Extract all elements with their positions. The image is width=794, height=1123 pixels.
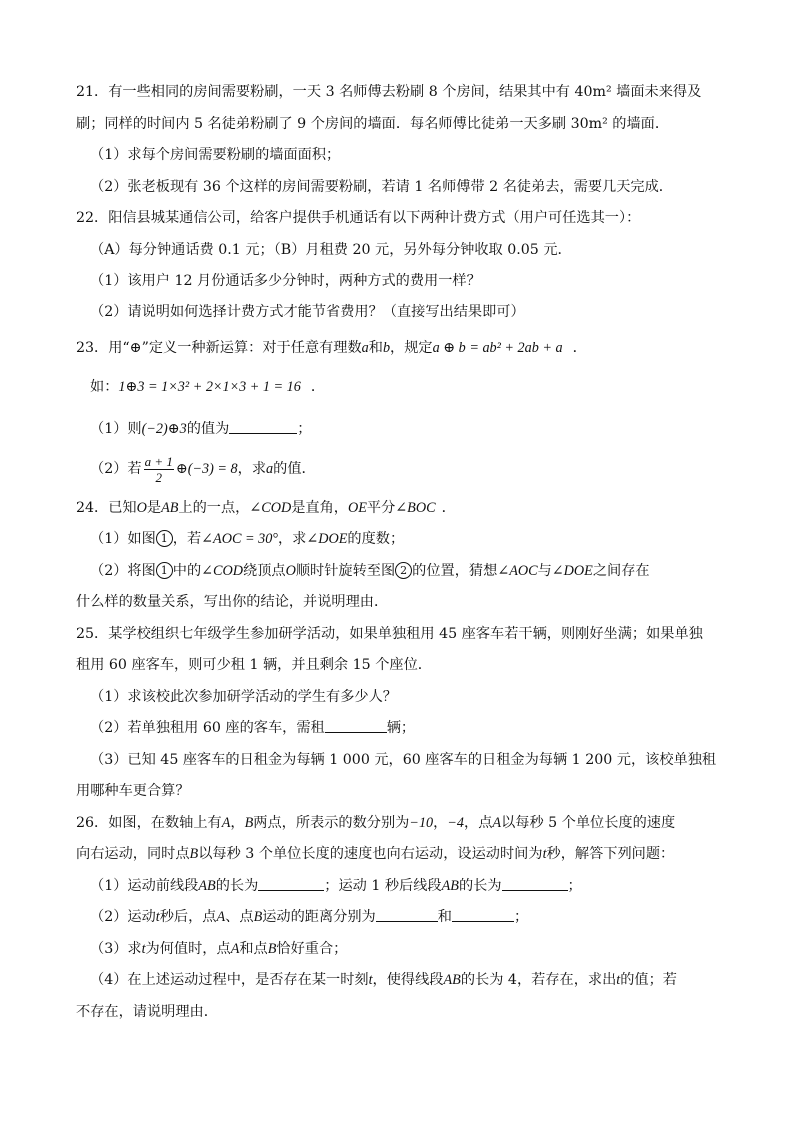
q23-example-label: 如：	[90, 379, 119, 395]
q26-part-4	[90, 970, 677, 990]
q26-p2-text-e: 和	[437, 909, 452, 925]
q23-p2-numerator: a + 1	[144, 453, 173, 469]
q26-p2-var-t: t	[155, 909, 160, 925]
q24-p1-text-b: ，若	[172, 531, 202, 547]
q26-p1-text-a: （1）运动前线段	[90, 878, 199, 894]
q24-p2-point-o: O	[285, 563, 296, 579]
q24-line-1	[76, 498, 456, 518]
q26-p3-point-a: A	[230, 941, 240, 957]
q25-part-3-line-2: 用哪种车更合算？	[76, 783, 190, 799]
q23-example	[90, 377, 325, 397]
q26-p2-point-a: A	[216, 909, 226, 925]
figure-1-marker: 1	[156, 562, 173, 579]
q26-p1-segment-ab: AB	[441, 878, 459, 894]
q24-part-1	[90, 529, 404, 549]
q23-p2-text-b: ，求	[237, 461, 267, 477]
q24-p2-text-b: 中的	[172, 563, 202, 579]
q26-l2-text-a: 向右运动，同时点	[76, 846, 190, 862]
q26-l2-text-b: 以每秒 3 个单位长度的速度也向右运动，设运动时间为	[198, 846, 543, 862]
q24-point-o: O	[136, 500, 147, 516]
q23-p2-denominator: 2	[155, 469, 162, 485]
q24-p1-angle-doe: ∠DOE	[306, 531, 348, 547]
q26-value-a: −10	[409, 815, 434, 831]
q24-p2-angle-doe: ∠DOE	[551, 563, 593, 579]
q24-p2-angle-cod: ∠COD	[201, 563, 244, 579]
q24-ray-oe: OE	[347, 500, 367, 516]
q26-p1-answer-blank-1[interactable]	[258, 876, 324, 891]
q26-text-e: ，点	[464, 815, 493, 831]
q24-p2-text-c: 绕顶点	[243, 563, 286, 579]
q23-p2-end: 的值．	[273, 461, 316, 477]
q26-p2-end: ；	[513, 909, 529, 925]
q23-p2-fraction	[144, 454, 174, 485]
q26-point-a: A	[221, 815, 231, 831]
q26-p1-text-b: 的长为	[215, 878, 259, 894]
q26-text-c: 两点，所表示的数分别为	[253, 815, 410, 831]
q23-example-end: ．	[310, 379, 326, 395]
q23-text-a: 23．用“⊕”定义一种新运算：对于任意有理数	[76, 340, 362, 356]
q24-p2-angle-aoc: ∠AOC	[497, 563, 538, 579]
q24-p1-text-a: （1）如图	[90, 531, 156, 547]
q24-text-d: 是直角，	[291, 500, 348, 516]
q26-point-a: A	[492, 815, 502, 831]
q26-part-1	[90, 876, 582, 896]
q23-p1-text-a: （1）则	[90, 421, 142, 437]
q26-p4-text-d: 的值；若	[620, 972, 677, 988]
q26-text-a: 26．如图，在数轴上有	[76, 815, 222, 831]
q23-var-a: a	[361, 340, 369, 356]
q26-value-b: −4	[447, 815, 465, 831]
q22-part-2: （2）请说明如何选择计费方式才能节省费用？（直接写出结果即可）	[90, 304, 525, 320]
q24-part-2	[90, 561, 650, 581]
q21-line-1: 21．有一些相同的房间需要粉刷，一天 3 名师傅去粉刷 8 个房间，结果其中有 40m² 墙面未来得及	[76, 84, 702, 100]
q24-text-c: 上的一点，	[178, 500, 250, 516]
q24-p1-formula: ∠AOC = 30°	[201, 531, 278, 547]
q24-text-end: ．	[441, 500, 456, 516]
q26-p3-text-c: 和点	[239, 941, 268, 957]
q26-p4-text-c: 的长为 4，若存在，求出	[460, 972, 617, 988]
q26-p3-text-a: （3）求	[90, 941, 142, 957]
q25-p2-answer-blank[interactable]	[325, 718, 387, 733]
q26-p4-var-t: t	[368, 972, 373, 988]
q24-p2-text-f: 与	[537, 563, 552, 579]
q25-p2-end: 辆；	[386, 720, 416, 736]
q24-p1-text-c: ，求	[277, 531, 307, 547]
q26-p2-answer-blank-1[interactable]	[376, 907, 438, 922]
q26-part-4-line-2: 不存在，请说明理由．	[76, 1004, 218, 1020]
q26-p3-text-d: 恰好重合；	[276, 941, 348, 957]
q26-p2-text-c: 、点	[225, 909, 254, 925]
q24-text-e: 平分	[366, 500, 396, 516]
q23-text-end: ．	[572, 340, 587, 356]
q26-p1-segment-ab: AB	[198, 878, 216, 894]
q26-line-1	[76, 813, 675, 833]
q26-p4-text-a: （4）在上述运动过程中，是否存在某一时刻	[90, 972, 369, 988]
q26-p2-text-a: （2）运动	[90, 909, 156, 925]
q23-p1-answer-blank[interactable]	[229, 419, 297, 434]
q23-definition-formula: a ⊕ b = ab² + 2ab + a	[432, 340, 563, 356]
q26-p1-answer-blank-2[interactable]	[502, 876, 568, 891]
q26-p2-point-b: B	[253, 909, 263, 925]
q24-p2-text-g: 之间存在	[592, 563, 650, 579]
q24-angle-cod: ∠COD	[249, 500, 292, 516]
q24-p2-text-d: 顺时针旋转至图	[295, 563, 396, 579]
q25-line-1: 25．某学校组织七年级学生参加研学活动，如果单独租用 45 座客车若干辆，则刚好坐满；如果单独	[76, 626, 703, 642]
q24-line-ab: AB	[161, 500, 179, 516]
q25-part-2	[90, 718, 415, 738]
q24-angle-boc: ∠BOC	[395, 500, 436, 516]
q22-line-1: 22．阳信县城某通信公司，给客户提供手机通话有以下两种计费方式（用户可任选其一）：	[76, 210, 641, 226]
q24-text-a: 24．已知	[76, 500, 137, 516]
q24-p1-end: 的度数；	[347, 531, 405, 547]
q26-p1-end: ；	[567, 878, 582, 894]
q22-options: （A）每分钟通话费 0.1 元；（B）月租费 20 元，另外每分钟收取 0.05 元．	[90, 242, 572, 258]
q26-p1-text-c: ；运动 1 秒后线段	[324, 878, 442, 894]
q26-p4-var-t: t	[616, 972, 621, 988]
q25-part-3-line-1: （3）已知 45 座客车的日租金为每辆 1 000 元，60 座客车的日租金为每辆 1 200 元，该校单独租	[90, 752, 717, 768]
q23-line-1	[76, 338, 587, 358]
q23-p2-text-a: （2）若	[90, 461, 142, 477]
q26-part-3	[90, 939, 347, 959]
q23-text-b: 和	[368, 340, 383, 356]
q26-p4-text-b: ，使得线段	[372, 972, 444, 988]
figure-1-marker: 1	[156, 530, 173, 547]
q23-example-formula: 1⊕3 = 1×3² + 2×1×3 + 1 = 16	[118, 379, 301, 395]
q24-part-2-line-2: 什么样的数量关系，写出你的结论，并说明理由．	[76, 594, 389, 610]
q26-text-d: ，	[433, 815, 448, 831]
q23-var-b: b	[382, 340, 391, 356]
q26-l2-var-t: t	[542, 846, 547, 862]
q26-p1-text-d: 的长为	[458, 878, 502, 894]
q24-p2-text-e: 的位置，猜想	[412, 563, 498, 579]
q24-text-b: 是	[146, 500, 162, 516]
q26-line-2	[76, 844, 674, 864]
q23-text-c: ，规定	[390, 340, 433, 356]
figure-2-marker: 2	[395, 562, 412, 579]
q26-p3-var-t: t	[141, 941, 146, 957]
q21-part-2: （2）张老板现有 36 个这样的房间需要粉刷，若请 1 名师傅带 2 名徒弟去，需要几天完成．	[90, 179, 673, 195]
q22-part-1: （1）该用户 12 月份通话多少分钟时，两种方式的费用一样？	[90, 273, 481, 289]
q26-p3-text-b: 为何值时，点	[145, 941, 231, 957]
q26-text-f: 以每秒 5 个单位长度的速度	[501, 815, 676, 831]
q25-p2-text: （2）若单独租用 60 座的客车，需租	[90, 720, 325, 736]
q26-p4-segment-ab: AB	[443, 972, 461, 988]
q26-p2-text-d: 运动的距离分别为	[262, 909, 376, 925]
q25-part-1: （1）求该校此次参加研学活动的学生有多少人？	[90, 689, 397, 705]
q26-point-b: B	[244, 815, 254, 831]
q21-line-2: 刷；同样的时间内 5 名徒弟粉刷了 9 个房间的墙面．每名师傅比徒弟一天多刷 30m² 的墙面．	[76, 116, 670, 132]
q26-p2-answer-blank-2[interactable]	[452, 907, 514, 922]
q23-part-1	[90, 419, 311, 439]
q26-l2-text-c: 秒，解答下列问题：	[546, 846, 675, 862]
q24-p2-text-a: （2）将图	[90, 563, 156, 579]
q23-p2-formula: ⊕(−3) = 8	[175, 461, 238, 477]
q23-part-2	[90, 452, 316, 486]
q26-l2-point-b: B	[189, 846, 199, 862]
q23-p1-text-b: 的值为	[186, 421, 230, 437]
q26-p3-point-b: B	[267, 941, 277, 957]
q23-p1-formula: (−2)⊕3	[141, 421, 187, 437]
q26-text-b: ，	[230, 815, 245, 831]
q21-part-1: （1）求每个房间需要粉刷的墙面面积；	[90, 147, 341, 163]
q23-p1-end: ；	[297, 421, 312, 437]
q23-p2-var-a: a	[266, 461, 274, 477]
q26-p2-text-b: 秒后，点	[159, 909, 217, 925]
q26-part-2	[90, 907, 528, 927]
q25-line-2: 租用 60 座客车，则可少租 1 辆，并且剩余 15 个座位．	[76, 657, 432, 673]
